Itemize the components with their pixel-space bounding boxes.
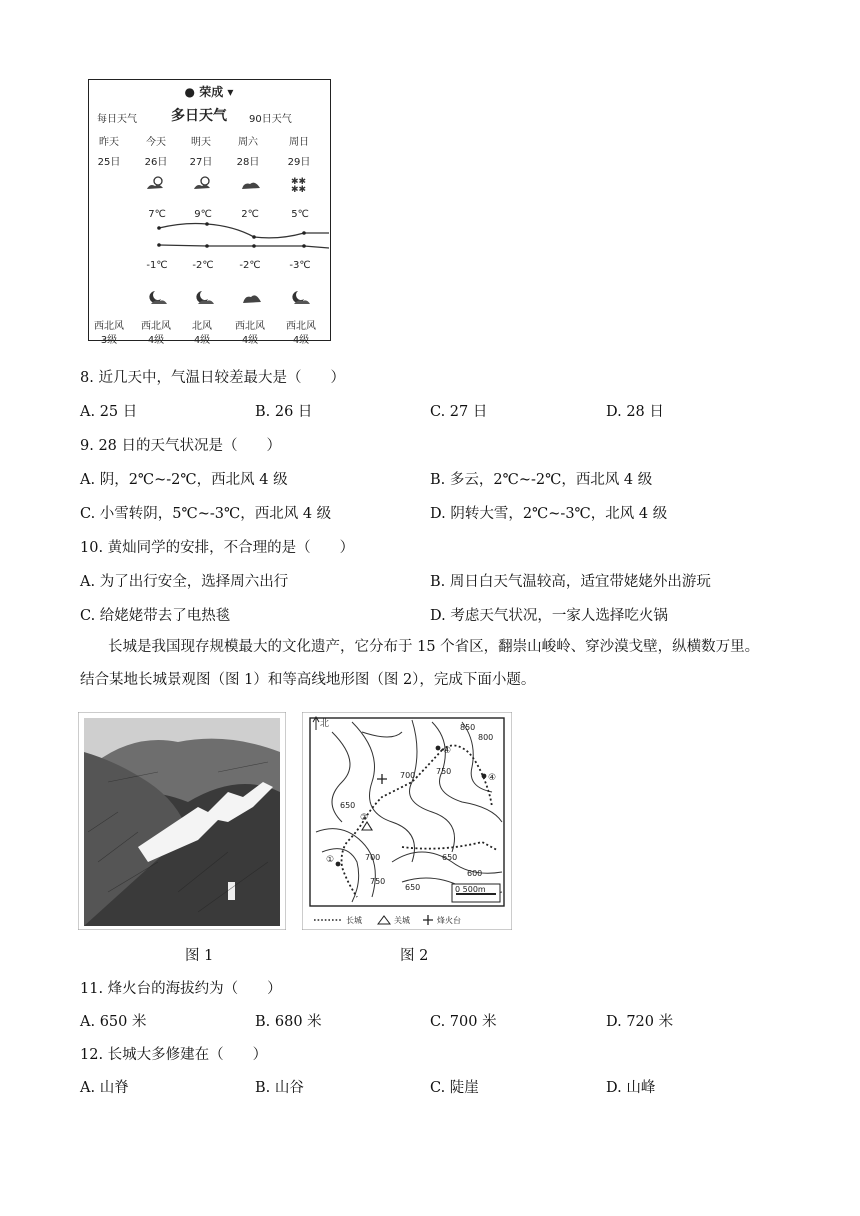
svg-text:④: ④: [443, 746, 452, 756]
scale-bar: [452, 884, 500, 902]
figure-2-caption: 图 2: [400, 948, 429, 964]
svg-text:④: ④: [488, 773, 497, 783]
low-temp: -2℃: [239, 260, 261, 271]
q8-option-d[interactable]: D. 28 日: [606, 404, 664, 420]
high-temp: 2℃: [241, 209, 259, 220]
q8-option-b[interactable]: B. 26 日: [255, 404, 313, 420]
q10-option-a[interactable]: A. 为了出行安全，选择周六出行: [80, 574, 289, 590]
q10-option-d[interactable]: D. 考虑天气状况，一家人选择吃火锅: [430, 608, 668, 624]
day-date: 25日: [97, 157, 121, 168]
day-date: 27日: [189, 157, 213, 168]
question-11-stem: 11. 烽火台的海拔约为（ ）: [80, 981, 282, 997]
wind-level: 4级: [193, 335, 211, 346]
sunny-cloudy-icon: [192, 175, 214, 193]
q8-option-c[interactable]: C. 27 日: [430, 404, 488, 420]
svg-text:700: 700: [365, 853, 381, 862]
svg-text:650: 650: [405, 883, 421, 892]
snow-icon: [289, 176, 309, 194]
q10-option-c[interactable]: C. 给姥姥带去了电热毯: [80, 608, 231, 624]
moon-cloud-icon: [194, 289, 216, 305]
question-10-stem: 10. 黄灿同学的安排，不合理的是（ ）: [80, 540, 355, 556]
figure-1-caption: 图 1: [185, 948, 214, 964]
wind-direction: 西北风: [235, 321, 265, 332]
q12-option-c[interactable]: C. 陡崖: [430, 1080, 479, 1096]
wind-direction: 北风: [192, 321, 212, 332]
tab-multiday[interactable]: 多日天气: [171, 108, 227, 124]
low-temp: -3℃: [289, 260, 311, 271]
wind-direction: 西北风: [286, 321, 316, 332]
passage-line-1: 长城是我国现存规模最大的文化遗产，它分布于 15 个省区，翻崇山峻岭、穿沙漠戈壁，纵横数万里。: [108, 639, 760, 655]
q12-option-b[interactable]: B. 山谷: [255, 1080, 304, 1096]
cloudy-icon: [240, 178, 262, 192]
q11-option-c[interactable]: C. 700 米: [430, 1014, 497, 1030]
svg-text:800: 800: [478, 733, 494, 742]
low-temp: -1℃: [146, 260, 168, 271]
day-date: 26日: [144, 157, 168, 168]
q8-option-a[interactable]: A. 25 日: [80, 404, 138, 420]
tab-90day[interactable]: 90日天气: [249, 114, 292, 125]
q11-option-b[interactable]: B. 680 米: [255, 1014, 322, 1030]
wind-level: 4级: [147, 335, 165, 346]
svg-text:650: 650: [442, 853, 458, 862]
sunny-cloudy-icon: [145, 175, 167, 193]
svg-text:700: 700: [400, 771, 416, 780]
chevron-down-icon: ▾: [227, 85, 234, 99]
great-wall-landscape-figure: [78, 712, 286, 930]
high-temp: 7℃: [148, 209, 166, 220]
svg-text:✱✱: ✱✱: [291, 185, 307, 194]
svg-text:长城: 长城: [346, 916, 362, 925]
q9-option-c[interactable]: C. 小雪转阴，5℃~-3℃，西北风 4 级: [80, 506, 332, 522]
svg-text:650: 650: [340, 801, 356, 810]
cloudy-icon: [241, 289, 263, 305]
weather-widget: [88, 79, 331, 346]
svg-text:烽火台: 烽火台: [437, 916, 461, 925]
passage-line-2: 结合某地长城景观图（图 1）和等高线地形图（图 2），完成下面小题。: [80, 672, 536, 688]
q11-option-a[interactable]: A. 650 米: [80, 1014, 147, 1030]
day-label: 周日: [289, 137, 309, 148]
day-label: 昨天: [99, 137, 119, 148]
day-label: 周六: [238, 137, 258, 148]
tab-daily[interactable]: 每日天气: [97, 114, 137, 125]
location-name: 荣成: [199, 85, 224, 99]
temperature-curves: [89, 220, 329, 250]
svg-text:850: 850: [460, 723, 476, 732]
wind-direction: 西北风: [141, 321, 171, 332]
wind-level: 4级: [292, 335, 310, 346]
svg-text:750: 750: [436, 767, 452, 776]
location-pin-icon: ●: [184, 85, 196, 99]
location-header[interactable]: [89, 83, 329, 100]
svg-text:✱✱: ✱✱: [291, 177, 307, 187]
q9-option-d[interactable]: D. 阴转大雪，2℃~-3℃，北风 4 级: [430, 506, 668, 522]
low-temp: -2℃: [192, 260, 214, 271]
svg-text:600: 600: [467, 869, 483, 878]
question-12-stem: 12. 长城大多修建在（ ）: [80, 1047, 268, 1063]
moon-cloud-icon: [290, 289, 312, 305]
q12-option-a[interactable]: A. 山脊: [80, 1080, 129, 1096]
q9-option-a[interactable]: A. 阴，2℃~-2℃，西北风 4 级: [80, 472, 288, 488]
wind-level: 3级: [100, 335, 118, 346]
q12-option-d[interactable]: D. 山峰: [606, 1080, 656, 1096]
svg-text:750: 750: [370, 877, 386, 886]
wind-direction: 西北风: [94, 321, 124, 332]
day-label: 明天: [191, 137, 211, 148]
contour-map-figure: [302, 712, 512, 930]
moon-cloud-icon: [147, 289, 169, 305]
question-8-stem: 8. 近几天中，气温日较差最大是（ ）: [80, 370, 345, 386]
day-label: 今天: [146, 137, 166, 148]
wind-level: 4级: [241, 335, 259, 346]
q10-option-b[interactable]: B. 周日白天气温较高，适宜带姥姥外出游玩: [430, 574, 711, 590]
svg-text:②: ②: [360, 813, 369, 823]
high-temp: 9℃: [194, 209, 212, 220]
q11-option-d[interactable]: D. 720 米: [606, 1014, 674, 1030]
svg-text:关城: 关城: [394, 916, 410, 925]
svg-text:北: 北: [320, 719, 330, 729]
svg-text:0 500m: 0 500m: [455, 885, 486, 894]
svg-text:①: ①: [326, 855, 335, 865]
high-temp: 5℃: [291, 209, 309, 220]
day-date: 28日: [236, 157, 260, 168]
q9-option-b[interactable]: B. 多云，2℃~-2℃，西北风 4 级: [430, 472, 653, 488]
day-date: 29日: [287, 157, 311, 168]
question-9-stem: 9. 28 日的天气状况是（ ）: [80, 438, 282, 454]
